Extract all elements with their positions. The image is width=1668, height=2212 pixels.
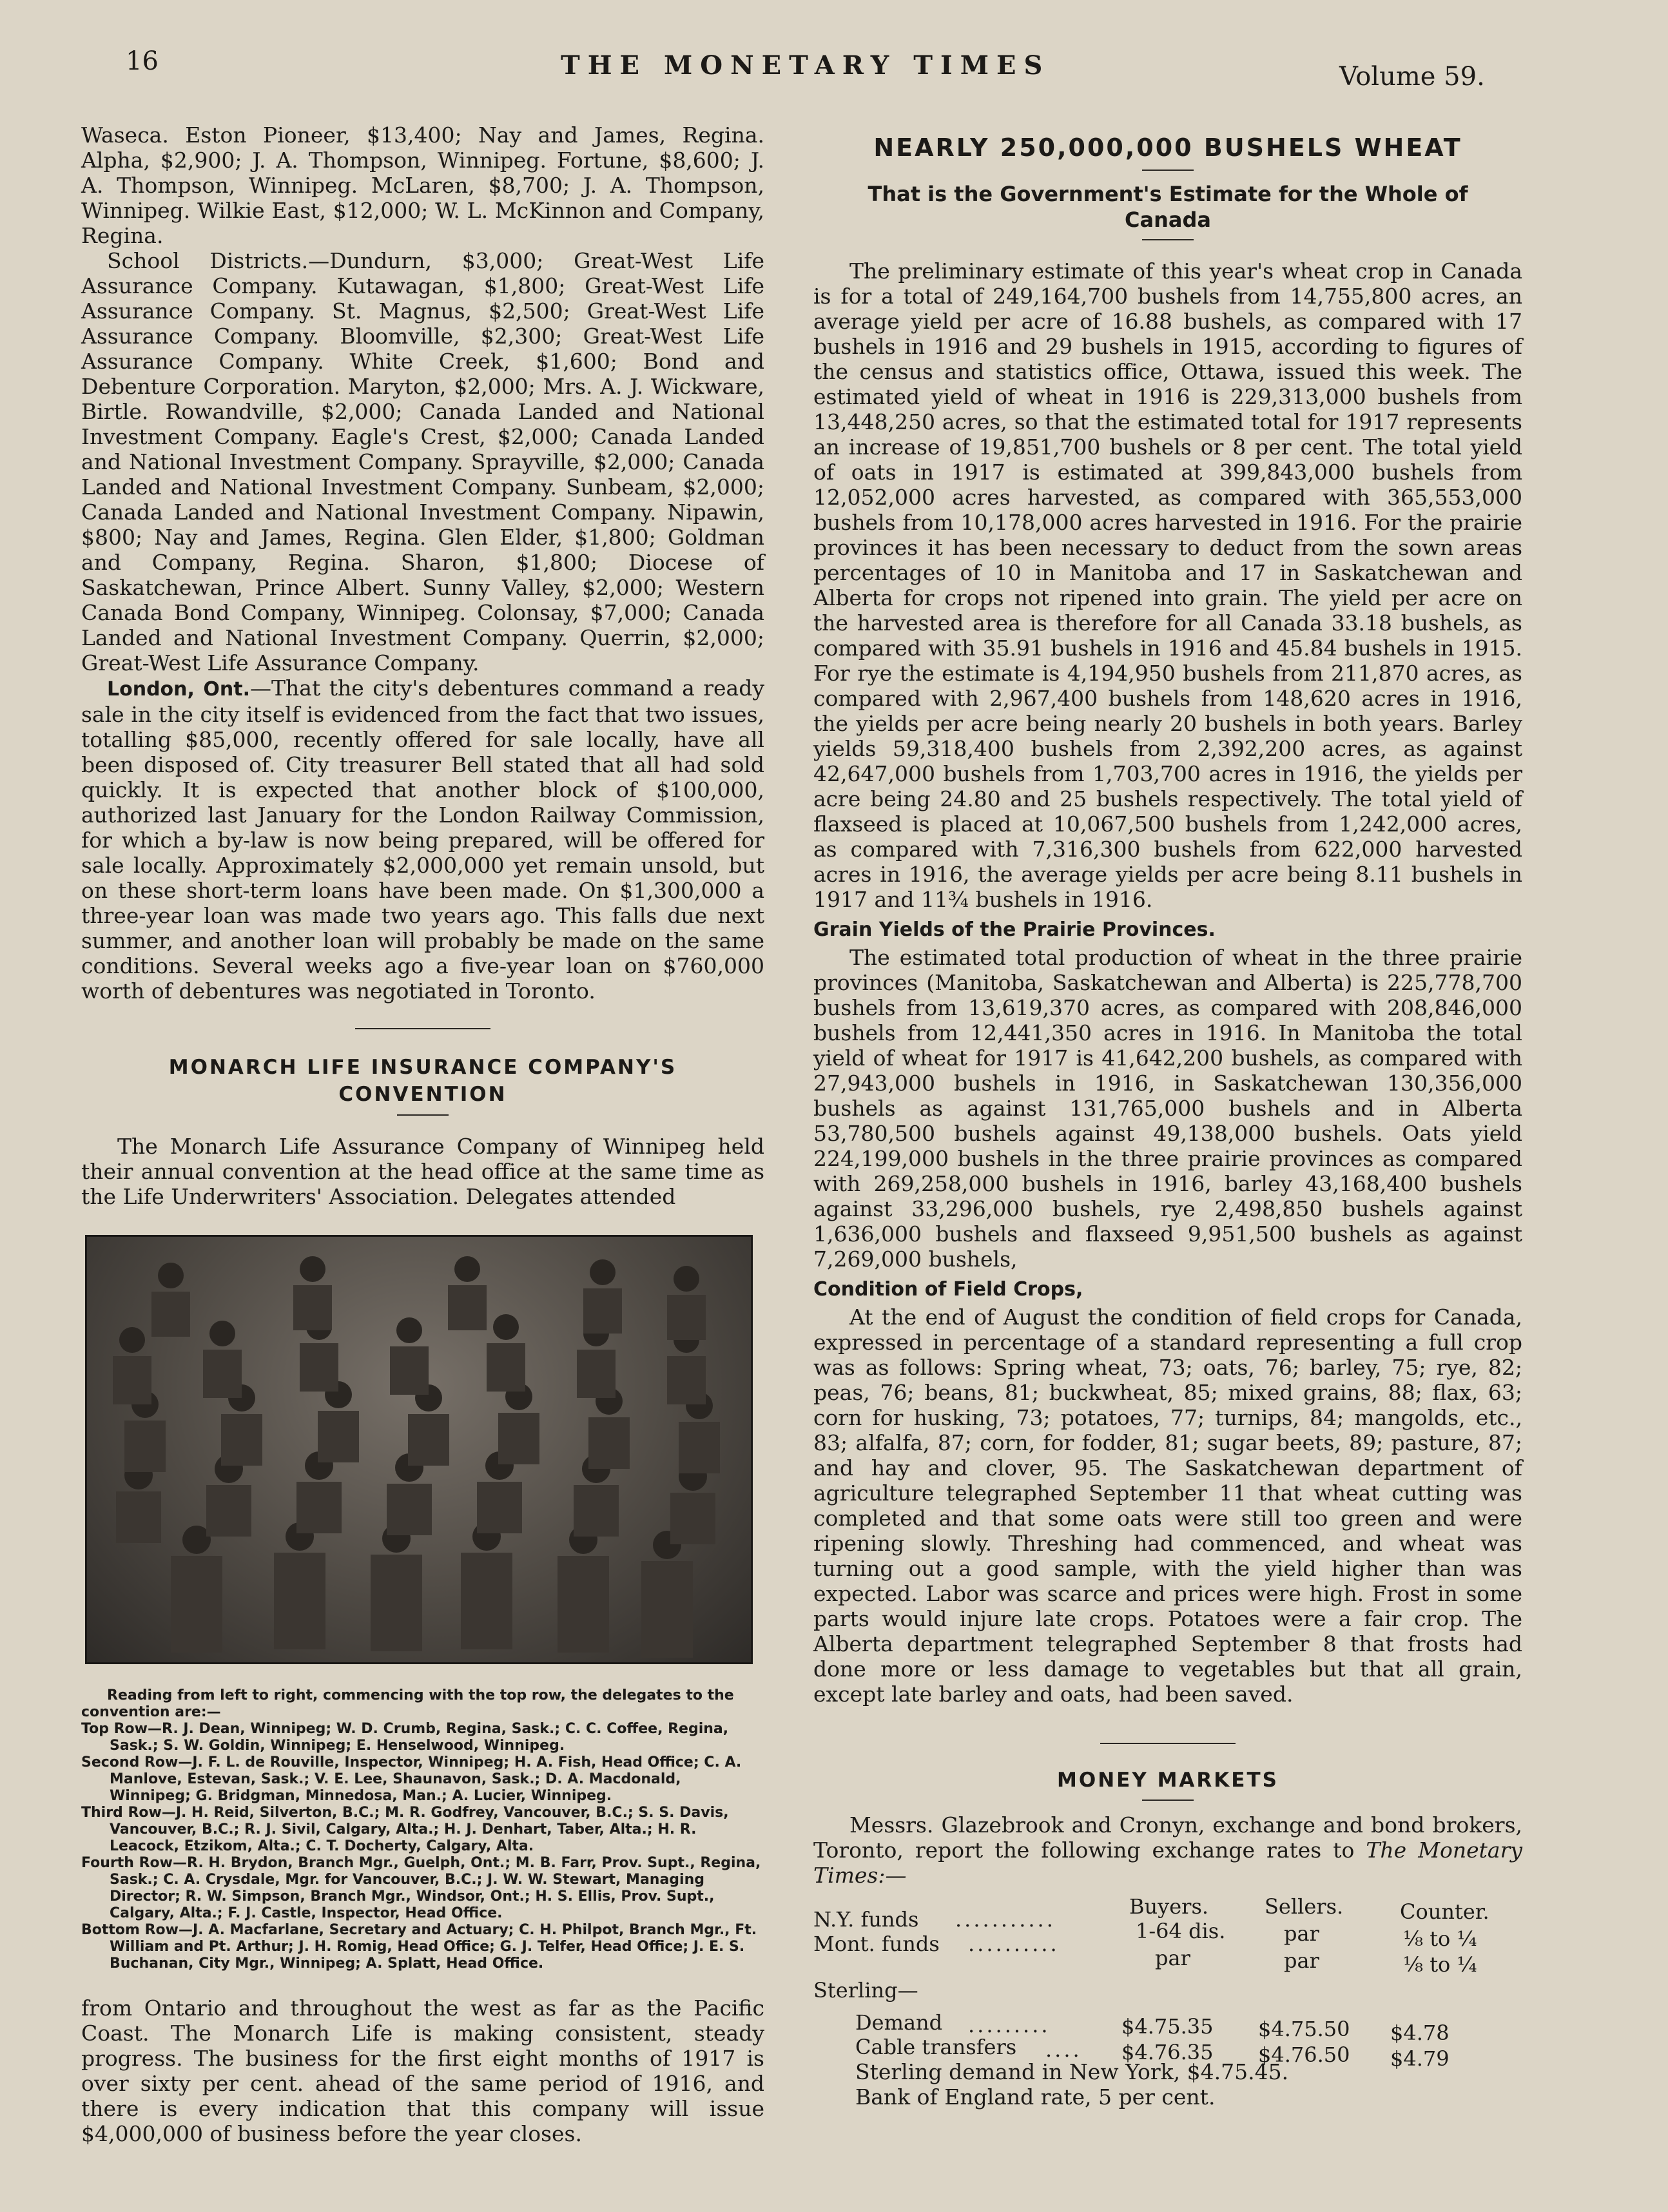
- mont-sellers: par: [1284, 1948, 1319, 1973]
- demand-label: Demand: [855, 2010, 943, 2035]
- cable-label: Cable transfers: [855, 2035, 1017, 2059]
- london-body: —That the city's debentures command a ready sale in the city itself is evidenced from the fact that two issues, totalling $85,000, recently offered for sale locally, have all been disposed of. City treasurer Bell stated that all had sold quickly. It is expected that another block of $100,000, authorized last January for the London Railway Commission, for which a by-law is now being prepared, will be offered for sale locally. Approximately $2,000,000 yet remain unsold, but on these short-term loans have been made. On $1,300,000 a three-year loan was made two years ago. This falls due next summer, and another loan will probably be made on the same conditions. Several weeks ago a five-year loan on $760,000 worth of debentures was negotiated in Toronto.: [81, 675, 764, 1004]
- mont-counter: ⅛ to ¼: [1403, 1952, 1477, 1977]
- prairie-heading: Grain Yields of the Prairie Provinces.: [813, 918, 1216, 941]
- publication-title: THE MONETARY TIMES: [561, 50, 1051, 81]
- caption-fourth-row: Fourth Row—R. H. Brydon, Branch Mgr., Guelph, Ont.; M. B. Farr, Prov. Supt., Regina, Sask.; C. A. Crysdale, Mgr. for Vancouver, B.C.; J. W. W. Stewart, Managing Director; R. W. Simpson, Branch Mgr., Windsor, Ont.; H. S. Ellis, Prov. Supt., Calgary, Alta.; F. J. Castle, Inspector, Head Office.: [81, 1855, 761, 1921]
- exchange-rates-table: [813, 1894, 1522, 2071]
- waseca-paragraph: Waseca. Eston Pioneer, $13,400; Nay and James, Regina. Alpha, $2,900; J. A. Thompson, Winnipeg. Fortune, $8,600; J. A. Thompson, Winnipeg. McLaren, $8,700; J. A. Thompson, Winnipeg. Wilkie East, $12,000; W. L. McKinnon and Company, Regina.: [81, 122, 764, 248]
- wheat-paragraph: The preliminary estimate of this year's wheat crop in Canada is for a total of 249,164,700 bushels from 14,755,800 acres, an average yield per acre of 16.88 bushels, as compared with 17 bushels in 1916 and 29 bushels in 1915, according to figures of the census and statistics office, Ottawa, issued this week. The estimated yield of wheat in 1916 is 229,313,000 bushels from 13,448,250 acres, so that the estimated total for 1917 represents an increase of 19,851,700 bushels or 8 per cent. The total yield of oats in 1917 is estimated at 399,843,000 bushels from 12,052,000 acres harvested, as compared with 365,553,000 bushels from 10,178,000 acres harvested in 1916. For the prairie provinces it has been necessary to deduct from the sown areas percentages of 10 in Manitoba and 17 in Saskatchewan and Alberta for crops not ripened into grain. The yield per acre on the harvested area is therefore for all Canada 33.18 bushels, as compared with 35.91 bushels in 1916 and 45.84 bushels in 1915. For rye the estimate is 4,194,950 bushels from 211,870 acres, as compared with 2,967,400 bushels from 148,620 acres in 1916, the yields per acre being nearly 20 bushels in both years. Barley yields 59,318,400 bushels from 2,392,200 acres, as against 42,647,000 bushels from 1,703,700 acres in 1916, the yields per acre being 24.80 and 25 bushels respectively. The total yield of flaxseed is placed at 10,067,500 bushels from 1,242,000 acres, as compared with 7,316,300 bushels from 622,000 harvested acres in 1916, the average yields per acre being 8.11 bushels in 1917 and 11¾ bushels in 1916.: [813, 258, 1522, 912]
- demand-counter: $4.78: [1390, 2021, 1450, 2045]
- caption-intro: Reading from left to right, commencing with the top row, the delegates to the convention are:—: [81, 1687, 734, 1720]
- monarch-continuation: from Ontario and throughout the west as far as the Pacific Coast. The Monarch Life is making consistent, steady progress. The business for the first eight months of 1917 is over sixty per cent. ahead of the same period of 1916, and there is every indication that this company will issue $4,000,000 of business before the year closes.: [81, 1995, 764, 2146]
- prairie-paragraph: The estimated total production of wheat in the three prairie provinces (Manitoba, Saskatchewan and Alberta) is 225,778,700 bushels from 13,619,370 acres, as compared with 208,846,000 bushels from 12,441,350 acres in 1916. In Manitoba the total yield of wheat for 1917 is 41,642,200 bushels, as compared with 27,943,000 bushels in 1916, in Saskatchewan 130,356,000 bushels as against 131,765,000 bushels and in Alberta 53,780,500 bushels against 49,138,000 bushels. Oats yield 224,199,000 bushels in the three prairie provinces as compared with 269,258,000 bushels in 1916, barley 43,168,400 bushels against 33,296,000 bushels, rye 2,498,850 bushels against 1,636,000 bushels and flaxseed 9,951,500 bushels as against 7,269,000 bushels,: [813, 945, 1522, 1272]
- mont-leader: ..........: [968, 1932, 1060, 1956]
- heading-rule: [397, 1114, 449, 1116]
- right-column: [813, 126, 1522, 2110]
- mont-funds-label: Mont. funds: [813, 1932, 940, 1956]
- cable-sellers: $4.76.50: [1258, 2042, 1350, 2067]
- left-column: [81, 122, 764, 2146]
- money-intro-text: Messrs. Glazebrook and Cronyn, exchange and bond brokers, Toronto, report the following exchange rates to: [813, 1812, 1522, 1863]
- delegates-photo-figures: [87, 1237, 751, 1662]
- money-markets-heading: MONEY MARKETS: [1057, 1769, 1279, 1792]
- demand-leader: .........: [968, 2013, 1051, 2037]
- london-lead: London, Ont.: [107, 678, 250, 701]
- volume-label: Volume 59.: [1339, 62, 1485, 92]
- caption-bottom-row: Bottom Row—J. A. Macfarlane, Secretary and Actuary; C. H. Philpot, Branch Mgr., Ft. William and Pt. Arthur; J. H. Romig, Head Office; G. J. Telfer, Head Office; J. E. S. Buchanan, City Mgr., Winnipeg; A. Splatt, Head Office.: [81, 1922, 757, 1972]
- ny-sellers: par: [1284, 1921, 1319, 1946]
- ny-leader: ...........: [955, 1907, 1056, 1932]
- caption-third-row: Third Row—J. H. Reid, Silverton, B.C.; M. R. Godfrey, Vancouver, B.C.; S. S. Davis, Vancouver, B.C.; R. J. Sivil, Calgary, Alta.; H. J. Denhart, Taber, Alta.; H. R. Leacock, Etzikom, Alta.; C. T. Docherty, Calgary, Alta.: [81, 1805, 729, 1854]
- bank-of-england-rate: Bank of England rate, 5 per cent.: [855, 2084, 1216, 2110]
- ny-counter: ⅛ to ¼: [1403, 1926, 1477, 1951]
- cable-counter: $4.79: [1390, 2046, 1450, 2071]
- headline-rule: [1142, 170, 1194, 171]
- money-intro-publication: The Monetary Times:—: [813, 1838, 1522, 1888]
- col-sellers: Sellers.: [1265, 1894, 1344, 1919]
- london-paragraph: [81, 675, 764, 1004]
- monarch-heading-line2: CONVENTION: [338, 1083, 507, 1106]
- delegates-photo: [85, 1235, 753, 1664]
- field-crops-heading: Condition of Field Crops,: [813, 1278, 1083, 1301]
- monarch-heading-line1: MONARCH LIFE INSURANCE COMPANY'S: [168, 1056, 677, 1079]
- school-districts-paragraph: School Districts.—Dundurn, $3,000; Great-West Life Assurance Company. Kutawagan, $1,800; Great-West Life Assurance Company. St. Magnus, $2,500; Great-West Life Assurance Company. Bloomville, $2,300; Great-West Life Assurance Company. White Creek, $1,600; Bond and Debenture Corporation. Maryton, $2,000; Mrs. A. J. Wickware, Birtle. Rowandville, $2,000; Canada Landed and National Investment Company. Eagle's Crest, $2,000; Canada Landed and National Investment Company. Sprayville, $2,000; Canada Landed and National Investment Company. Sunbeam, $2,000; Canada Landed and National Investment Company. Nipawin, $800; Nay and James, Regina. Glen Elder, $1,800; Goldman and Company, Regina. Sharon, $1,800; Diocese of Saskatchewan, Prince Albert. Sunny Valley, $2,000; Western Canada Bond Company, Winnipeg. Colonsay, $7,000; Canada Landed and National Investment Company. Querrin, $2,000; Great-West Life Assurance Company.: [81, 248, 764, 675]
- ny-buyers: 1-64 dis.: [1136, 1919, 1226, 1943]
- photo-caption: [81, 1687, 764, 1972]
- demand-buyers: $4.75.35: [1121, 2014, 1214, 2039]
- col-buyers: Buyers.: [1129, 1894, 1209, 1919]
- demand-sellers: $4.75.50: [1258, 2017, 1350, 2041]
- wheat-headline: NEARLY 250,000,000 BUSHELS WHEAT: [873, 133, 1462, 162]
- subheadline-rule: [1142, 239, 1194, 240]
- wheat-subheadline: That is the Government's Estimate for the Whole of Canada: [868, 182, 1468, 232]
- money-intro: [813, 1812, 1522, 1888]
- mont-buyers: par: [1155, 1946, 1190, 1970]
- sterling-label: Sterling—: [813, 1978, 918, 2003]
- money-heading-rule: [1142, 1800, 1194, 1801]
- section-divider: [355, 1028, 490, 1029]
- caption-second-row: Second Row—J. F. L. de Rouville, Inspector, Winnipeg; H. A. Fish, Head Office; C. A. Manlove, Estevan, Sask.; V. E. Lee, Shaunavon, Sask.; D. A. Macdonald, Winnipeg; G. Bridgman, Minnedosa, Man.; A. Lucier, Winnipeg.: [81, 1754, 742, 1804]
- cable-buyers: $4.76.35: [1121, 2040, 1214, 2064]
- money-divider: [1100, 1743, 1236, 1744]
- caption-top-row: Top Row—R. J. Dean, Winnipeg; W. D. Crumb, Regina, Sask.; C. C. Coffee, Regina, Sask.; S. W. Goldin, Winnipeg; E. Henselwood, Winnipeg.: [81, 1721, 729, 1754]
- monarch-intro: The Monarch Life Assurance Company of Winnipeg held their annual convention at the head office at the same time as the Life Underwriters' Association. Delegates attended: [81, 1134, 764, 1209]
- monarch-heading: [81, 1054, 764, 1108]
- cable-leader: ....: [1045, 2037, 1082, 2062]
- ny-funds-label: N.Y. funds: [813, 1907, 919, 1932]
- field-crops-paragraph: At the end of August the condition of field crops for Canada, expressed in percentage of a standard representing a full crop was as follows: Spring wheat, 73; oats, 76; barley, 75; rye, 82; peas, 76; beans, 81; buckwheat, 85; mixed grains, 88; flax, 63; corn for husking, 73; potatoes, 77; turnips, 84; mangolds, etc., 83; alfalfa, 87; corn, for fodder, 81; sugar beets, 89; pasture, 87; and hay and clover, 95. The Saskatchewan department of agriculture telegraphed September 11 that wheat cutting was completed and that some oats were still too green and were ripening slowly. Threshing had commenced, and wheat was turning out a good sample, with the yield higher than was expected. Labor was scarce and prices were high. Frost in some parts would injure late crops. Potatoes were a fair crop. The Alberta department telegraphed September 8 that frosts had done more or less damage to vegetables but that all grain, except late barley and oats, had been saved.: [813, 1305, 1522, 1707]
- col-counter: Counter.: [1400, 1899, 1489, 1924]
- sterling-ny: Sterling demand in New York, $4.75.45.: [855, 2059, 1289, 2084]
- page-number: 16: [126, 46, 159, 76]
